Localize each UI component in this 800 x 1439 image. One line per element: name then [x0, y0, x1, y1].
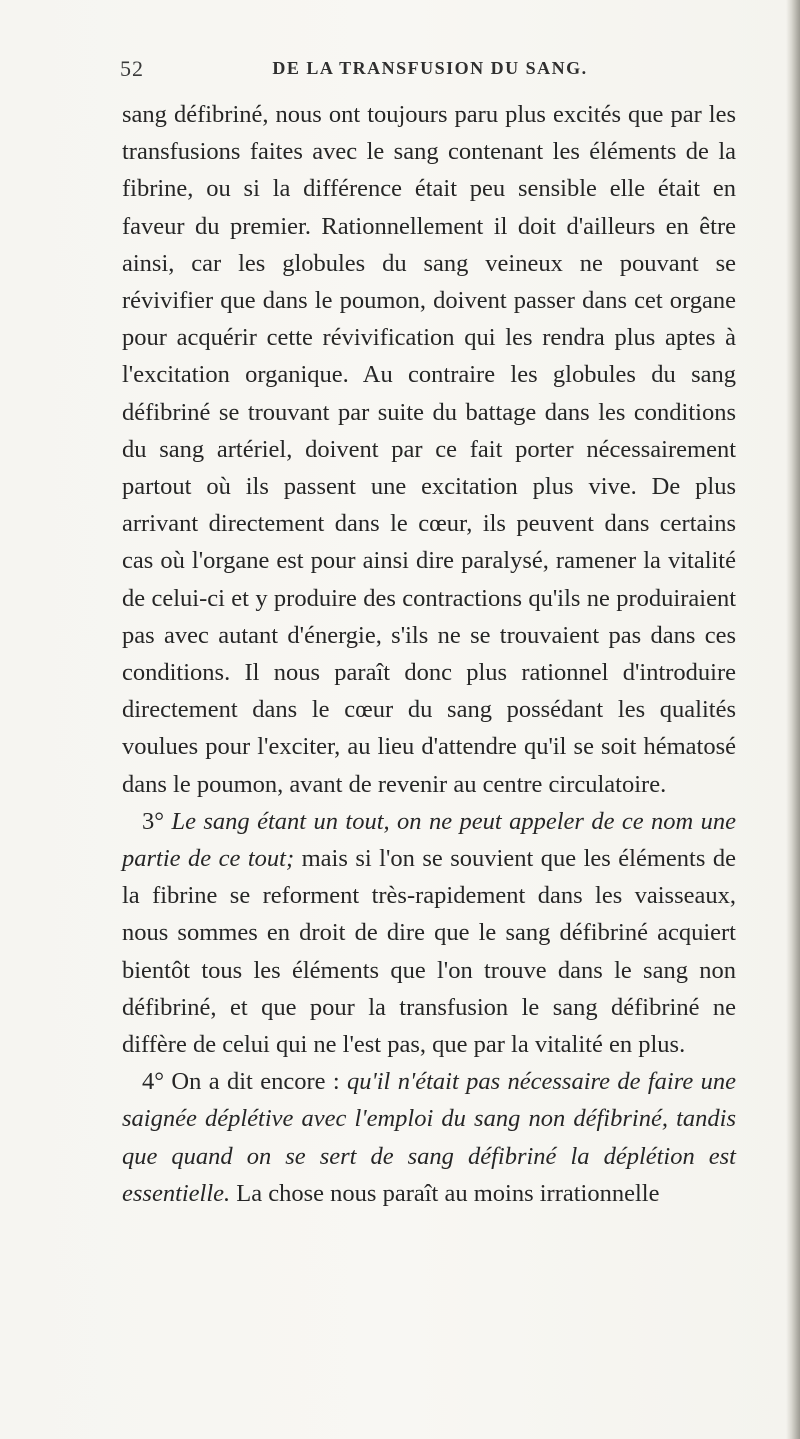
- page-header: [120, 56, 740, 86]
- paragraph-3-text: La chose nous paraît au moins irrationnelle: [230, 1179, 660, 1207]
- running-title: DE LA TRANSFUSION DU SANG.: [272, 58, 588, 78]
- page-number: 52: [120, 56, 144, 81]
- paragraph-2-number: 3°: [142, 807, 165, 835]
- paragraph-1: [122, 96, 736, 803]
- paragraph-3: [122, 1063, 736, 1212]
- paragraph-2: [122, 803, 736, 1063]
- paragraph-3-lead: On a dit encore :: [164, 1068, 348, 1096]
- paragraph-1-text: sang défibriné, nous ont toujours paru plus excités que par les transfusions faites avec le sang contenant les éléments de la fibrine, ou si la différence était peu sensible elle était en faveur du premier. Rationnellement il doit d'ailleurs en être ainsi, car les globules du sang veineux ne pouvant se révivifier que dans le poumon, doivent passer dans cet organe pour acquérir cette révivification qui les rendra plus aptes à l'excitation organique. Au contraire les globules du sang défibriné se trouvant par suite du battage dans les conditions du sang artériel, doivent par ce fait porter nécessairement partout où ils passent une excitation plus vive. De plus arrivant directement dans le cœur, ils peuvent dans certains cas où l'organe est pour ainsi dire paralysé, ramener la vitalité de celui-ci et y produire des contractions qu'ils ne produiraient pas avec autant d'énergie, s'ils ne se trouvaient pas dans ces conditions. Il nous paraît donc plus rationnel d'introduire directement dans le cœur du sang possédant les qualités voulues pour l'exciter, au lieu d'attendre qu'il se soit hématosé dans le poumon, avant de revenir au centre circulatoire.: [122, 101, 736, 798]
- paragraph-3-italic: qu'il n'était pas nécessaire de faire une saignée déplétive avec l'emploi du sang non défibriné, tandis que quand on se sert de sang défibriné la déplétion est essentielle.: [122, 1068, 736, 1207]
- page-edge-shadow: [786, 0, 800, 1439]
- paragraph-2-italic: Le sang étant un tout, on ne peut appeler de ce nom une partie de ce tout;: [122, 807, 736, 873]
- paragraph-3-number: 4°: [142, 1068, 165, 1096]
- body-text: [122, 96, 736, 1212]
- paragraph-2-text: mais si l'on se souvient que les éléments de la fibrine se reforment très-rapidement dans les vaisseaux, nous sommes en droit de dire que le sang défibriné acquiert bientôt tous les éléments que l'on trouve dans le sang non défibriné, et que pour la transfusion le sang défibriné ne diffère de celui qui ne l'est pas, que par la vitalité en plus.: [122, 845, 736, 1059]
